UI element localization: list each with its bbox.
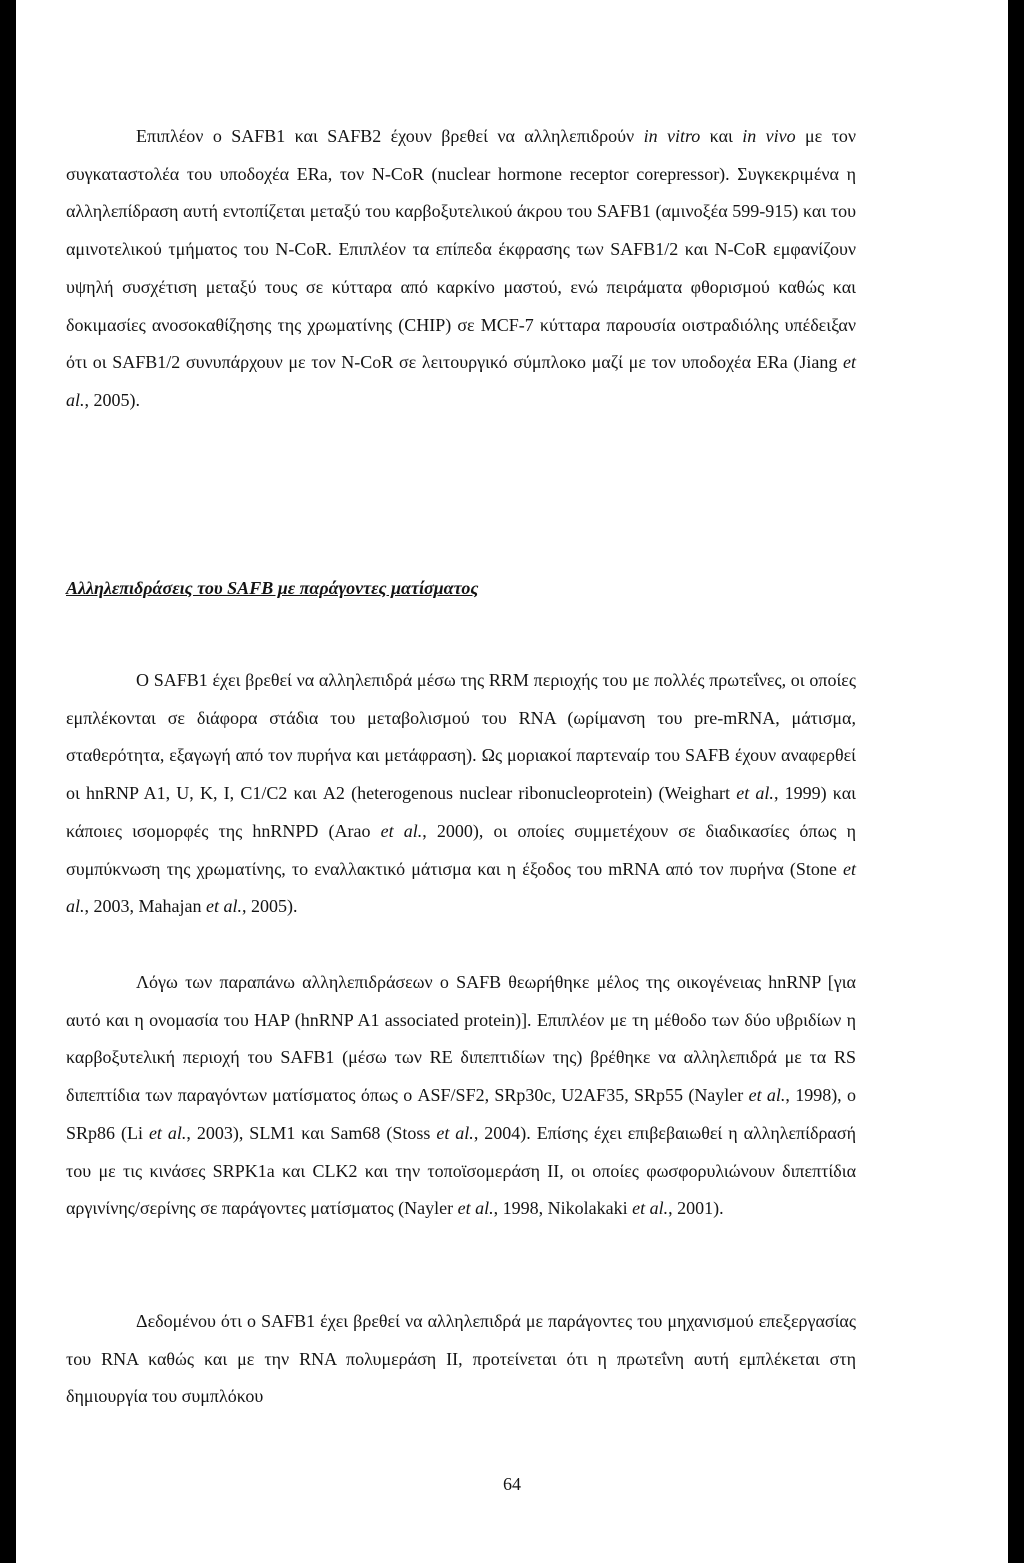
paragraph-safb-ncor xyxy=(66,118,856,420)
italic-run: et al. xyxy=(148,1122,187,1143)
text-run: και xyxy=(700,126,743,146)
text-run: , 1998), ο SRp86 (Li xyxy=(66,1085,856,1143)
italic-run: et al. xyxy=(748,1085,786,1106)
italic-run: in vitro xyxy=(643,126,701,146)
text-run: Λόγω των παραπάνω αλληλεπιδράσεων ο SAFB θεωρήθηκε μέλος της οικογένειας hnRNP [για αυτό και η ονομασία του HAP (hnRNP A1 associated protein)]. Επιπλέον με τη μέθοδο των δύο υβριδίων η καρβοξυτελική περιοχή του SAFB1 (μέσω των RE διπεπτιδίων της) βρέθηκε να αλληλεπιδρά με τα RS διπεπτίδια των παραγόντων ματίσματος όπως ο ASF/SF2, SRp30c, U2AF35, SRp55 (Nayler xyxy=(66,972,856,1106)
italic-run: et al. xyxy=(206,896,242,917)
document-page xyxy=(16,0,1008,1563)
text-run: Επιπλέον ο SAFB1 και SAFB2 έχουν βρεθεί να αλληλεπιδρούν xyxy=(136,126,644,146)
paragraph-hnrnp-family xyxy=(66,964,856,1228)
text-run: , 1998, Nikolakaki xyxy=(493,1198,633,1219)
text-run: Δεδομένου ότι ο SAFB1 έχει βρεθεί να αλληλεπιδρά με παράγοντες του μηχανισμού επεξεργασίας του RNA καθώς και με την RNA πολυμεράση II, προτείνεται ότι η πρωτεΐνη αυτή εμπλέκεται στη δημιουργία του συμπλόκου xyxy=(66,1311,856,1407)
text-run: , 2001). xyxy=(668,1198,724,1219)
italic-run: et al. xyxy=(436,1122,474,1143)
italic-run: et al. xyxy=(66,352,856,410)
text-run: , 2003), SLM1 και Sam68 (Stoss xyxy=(186,1122,437,1143)
italic-run: et al. xyxy=(66,858,856,917)
page-number: 64 xyxy=(503,1474,521,1494)
section-heading: Αλληλεπιδράσεις του SAFB με παράγοντες ματίσματος xyxy=(66,578,479,598)
text-run: , 1999) και κάποιες ισομορφές της hnRNPD (Arao xyxy=(66,783,856,841)
text-run: , 2005). xyxy=(84,389,141,410)
italic-run: et al. xyxy=(736,783,774,804)
text-run: , 2005). xyxy=(242,896,298,917)
text-run: O SAFB1 έχει βρεθεί να αλληλεπιδρά μέσω της RRM περιοχής του με πολλές πρωτεΐνες, οι οποίες εμπλέκονται σε διάφορα στάδια του μεταβολισμού του RNA (ωρίμανση του pre-mRNA, μάτισμα, σταθερότητα, εξαγωγή από τον πυρήνα και μετάφραση). Ως μοριακοί παρτεναίρ του SAFB έχουν αναφερθεί οι hnRNP A1, U, K, I, C1/C2 και A2 (heterogenous nuclear ribonucleoprotein) (Weighart xyxy=(66,670,856,804)
italic-run: et al. xyxy=(632,1198,669,1219)
italic-run: et al. xyxy=(380,820,423,841)
italic-run: et al. xyxy=(457,1198,494,1219)
paragraph-rrm-interactions xyxy=(66,662,856,926)
italic-run: in vivo xyxy=(742,126,796,146)
text-run: , 2003, Mahajan xyxy=(84,896,206,917)
text-run: με τον συγκαταστολέα του υποδοχέα ERa, τον N-CoR (nuclear hormone receptor corepressor). Συγκεκριμένα η αλληλεπίδραση αυτή εντοπίζεται μεταξύ του καρβοξυτελικού άκρου του SAFB1 (αμινοξέα 599-915) και του αμινοτελικού τμήματος του N-CoR. Επιπλέον τα επίπεδα έκφρασης των SAFB1/2 και N-CoR εμφανίζουν υψηλή συσχέτιση μεταξύ τους σε κύτταρα από καρκίνο μαστού, ενώ πειράματα φθορισμού καθώς και δοκιμασίες ανοσοκαθίζησης της χρωματίνης (CHIP) σε MCF-7 κύτταρα παρουσία οιστραδιόλης υπέδειξαν ότι οι SAFB1/2 συνυπάρχουν με τον N-CoR σε λειτουργικό σύμπλοκο μαζί με τον υποδοχέα ERa (Jiang xyxy=(66,126,856,373)
paragraph-rna-processing xyxy=(66,1303,856,1416)
text-run: , 2000), οι οποίες συμμετέχουν σε διαδικασίες όπως η συμπύκνωση της χρωματίνης, το εναλλακτικό μάτισμα και η έξοδος του mRNA από τον πυρήνα (Stone xyxy=(66,820,856,879)
text-run: , 2004). Επίσης έχει επιβεβαιωθεί η αλληλεπίδρασή του με τις κινάσες SRPK1a και CLK2 και την τοποϊσομεράση II, οι οποίες φωσφορυλιώνουν διπεπτίδια αργινίνης/σερίνης σε παράγοντες ματίσματος (Nayler xyxy=(66,1122,856,1219)
